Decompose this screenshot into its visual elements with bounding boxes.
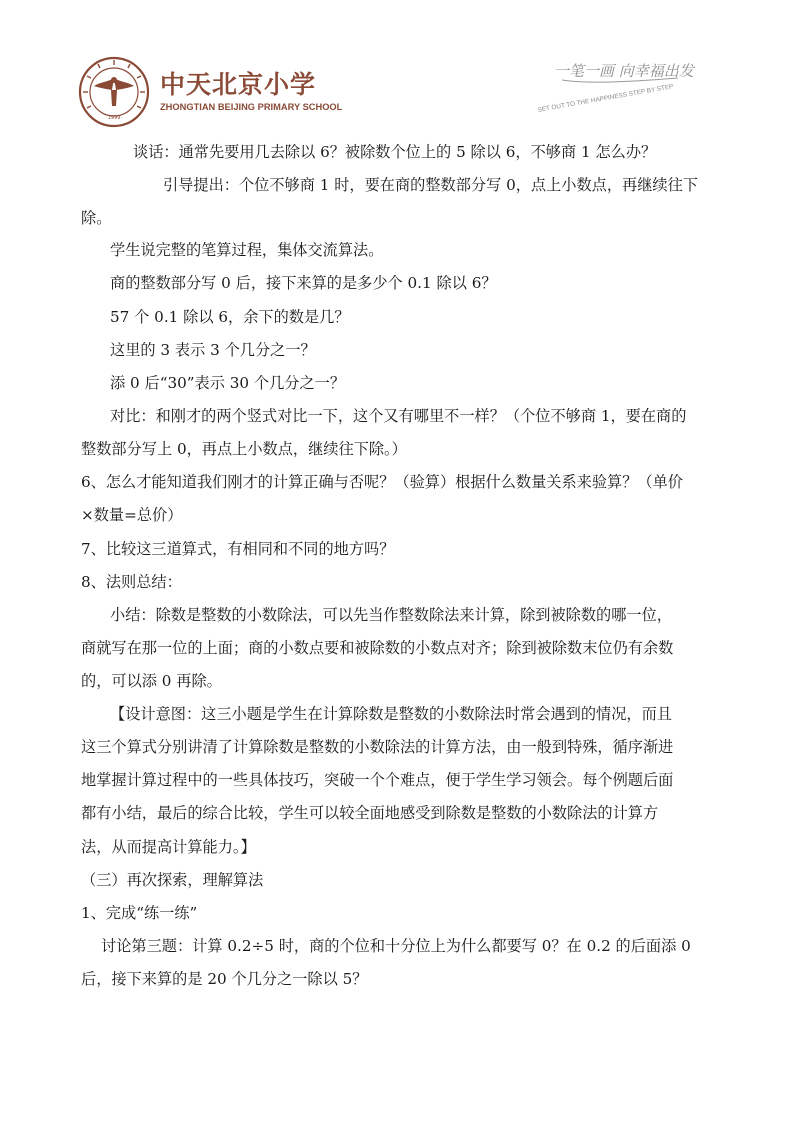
text-line-18: 【设计意图：这三小题是学生在计算除数是整数的小数除法时常会遇到的情况，而且 bbox=[110, 705, 672, 723]
text-line-22: 法，从而提高计算能力。】 bbox=[81, 838, 256, 856]
text-line-5: 商的整数部分写 0 后，接下来算的是多少个 0.1 除以 6？ bbox=[110, 274, 497, 292]
text-line-17: 的，可以添 0 再除。 bbox=[81, 672, 222, 690]
text-line-13: 7、比较这三道算式，有相同和不同的地方吗？ bbox=[81, 540, 395, 558]
section-heading: （三）再次探索，理解算法 bbox=[81, 871, 264, 889]
text-line-4: 学生说完整的笔算过程，集体交流算法。 bbox=[110, 241, 384, 259]
text-line-15: 小结：除数是整数的小数除法，可以先当作整数除法来计算，除到被除数的哪一位， bbox=[110, 606, 672, 624]
text-line-21: 都有小结，最后的综合比较，学生可以较全面地感受到除数是整数的小数除法的计算方 bbox=[81, 804, 659, 822]
text-line-16: 商就写在那一位的上面；商的小数点要和被除数的小数点对齐；除到被除数末位仍有余数 bbox=[81, 639, 674, 657]
text-line-19: 这三个算式分别讲清了计算除数是整数的小数除法的计算方法，由一般到特殊，循序渐进 bbox=[81, 738, 674, 756]
slogan-cn: 一笔一画 向幸福出发 bbox=[554, 62, 694, 80]
text-line-1: 谈话：通常先要用几去除以 6？被除数个位上的 5 除以 6，不够商 1 怎么办？ bbox=[133, 143, 657, 161]
text-line-20: 地掌握计算过程中的一些具体技巧，突破一个个难点，便于学生学习领会。每个例题后面 bbox=[81, 771, 674, 789]
school-name-en: ZHONGTIAN BEIJING PRIMARY SCHOOL bbox=[160, 102, 343, 112]
text-line-25: 讨论第三题：计算 0.2÷5 时，商的个位和十分位上为什么都要写 0？在 0.2 的后面添 0 bbox=[101, 937, 691, 955]
text-line-10: 整数部分写上 0，再点上小数点，继续往下除。） bbox=[81, 440, 407, 458]
text-line-9: 对比：和刚才的两个竖式对比一下，这个又有哪里不一样？（个位不够商 1，要在商的 bbox=[110, 407, 687, 425]
text-line-8: 添 0 后“30”表示 30 个几分之一？ bbox=[110, 374, 346, 392]
text-line-24: 1、完成“练一练” bbox=[81, 904, 198, 922]
seal-year: ·1999· bbox=[106, 115, 122, 121]
text-line-3: 除。 bbox=[81, 209, 112, 227]
text-line-7: 这里的 3 表示 3 个几分之一？ bbox=[110, 341, 316, 359]
text-line-26: 后，接下来算的是 20 个几分之一除以 5？ bbox=[81, 970, 368, 988]
text-line-12: ×数量=总价） bbox=[81, 506, 183, 524]
text-line-14: 8、法则总结： bbox=[81, 573, 182, 591]
school-name-cn: 中天北京小学 bbox=[160, 70, 317, 99]
text-line-6: 57 个 0.1 除以 6，余下的数是几？ bbox=[110, 308, 350, 326]
text-line-2: 引导提出：个位不够商 1 时，要在商的整数部分写 0，点上小数点，再继续往下 bbox=[163, 176, 698, 194]
slogan-en: SET OUT TO THE HAPPINESS STEP BY STEP bbox=[537, 83, 674, 114]
text-line-11: 6、怎么才能知道我们刚才的计算正确与否呢？（验算）根据什么数量关系来验算？（单价 bbox=[81, 473, 683, 491]
